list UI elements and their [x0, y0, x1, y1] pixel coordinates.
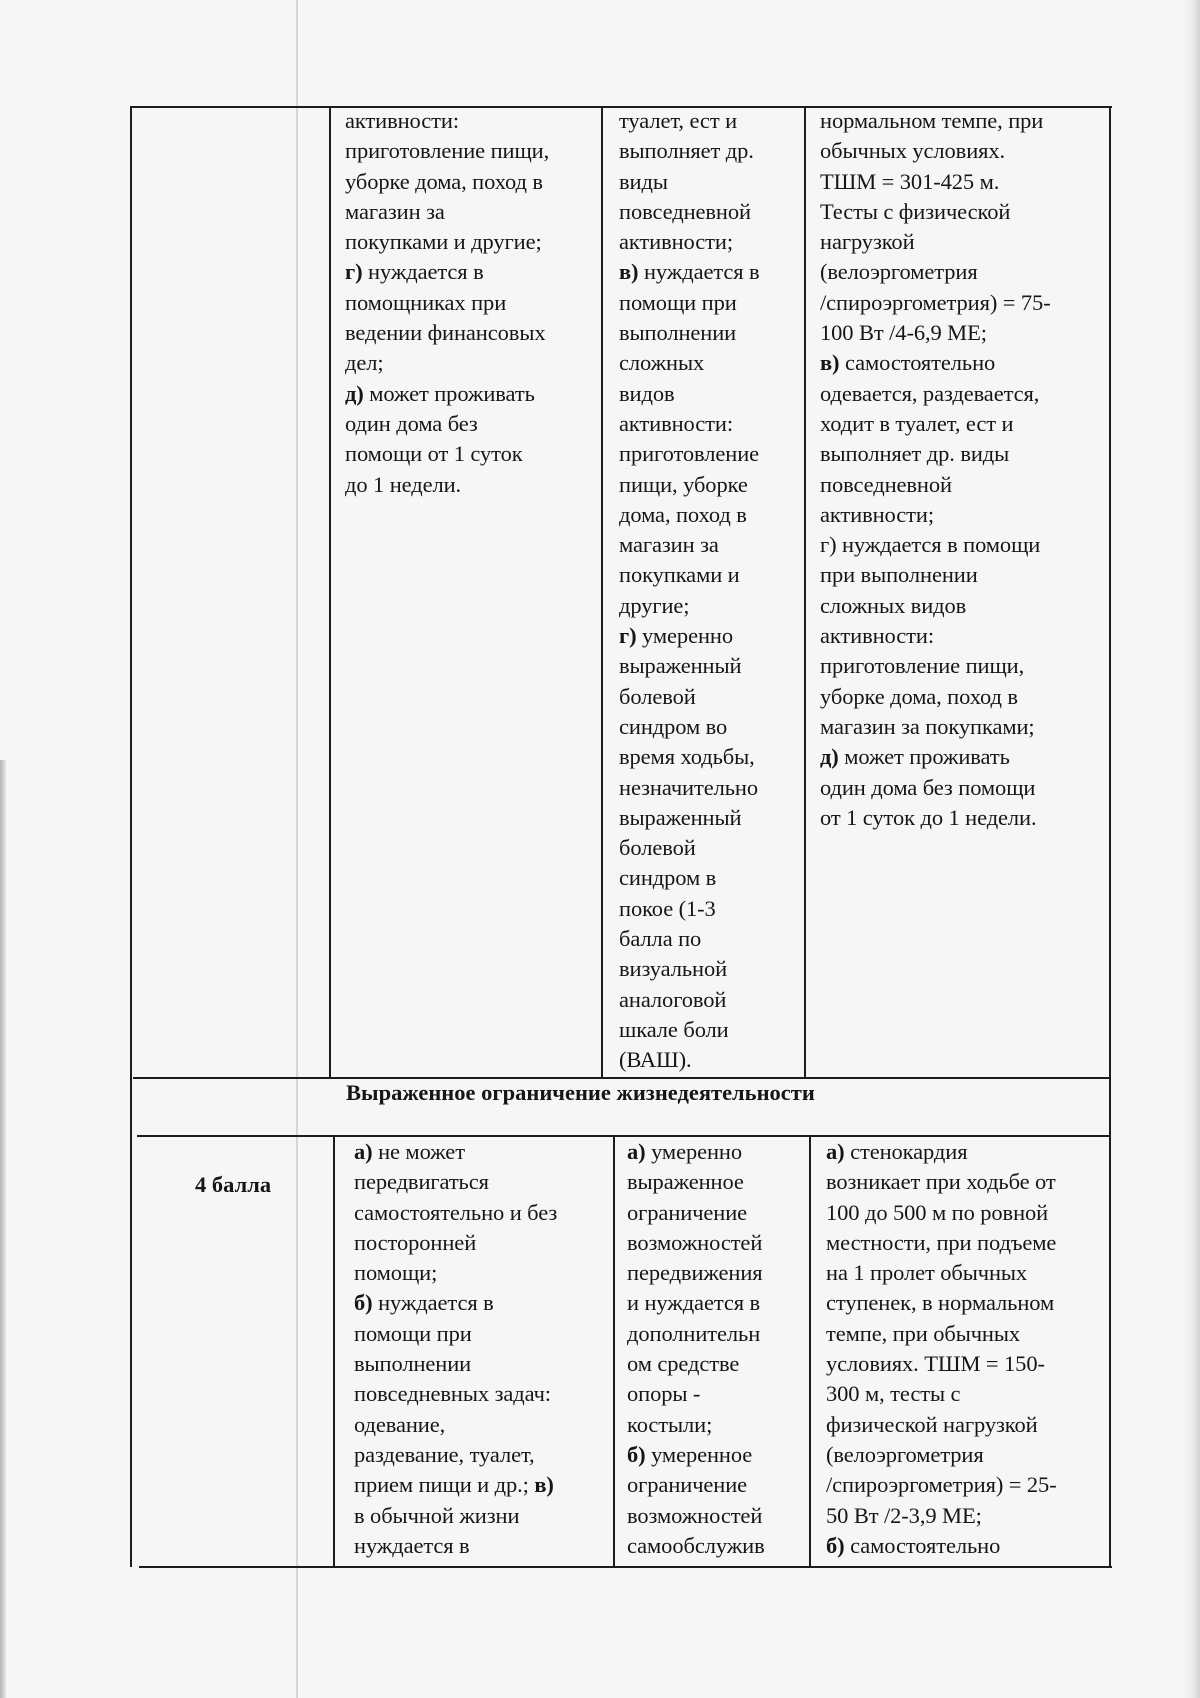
cell-line [345, 257, 549, 287]
line-text: магазин за покупками; [820, 713, 1035, 739]
item-marker: в) [820, 350, 840, 376]
cell-line [820, 288, 1051, 318]
line-text: балла по [619, 926, 702, 952]
cell-line [627, 1410, 765, 1440]
cell-line [345, 197, 549, 227]
cell-line [826, 1228, 1057, 1258]
line-text: ТШМ = 301-425 м. [820, 168, 1000, 194]
cell-line [619, 682, 760, 712]
cell-line [826, 1288, 1057, 1318]
cell-line [820, 742, 1051, 772]
line-text: одевается, раздевается, [820, 380, 1040, 406]
cell-line [820, 439, 1051, 469]
section1-col2-cell [345, 106, 549, 500]
cell-line [826, 1410, 1057, 1440]
cell-line [820, 136, 1051, 166]
cell-line [627, 1349, 765, 1379]
line-text: синдром во [619, 713, 728, 739]
line-text: /спироэргометрия) = 75- [820, 289, 1051, 315]
line-text: виды [619, 168, 668, 194]
cell-line [354, 1470, 557, 1500]
line-text: нагрузкой [820, 229, 915, 255]
line-text: умеренно [645, 1139, 743, 1164]
cell-line [619, 1015, 760, 1045]
line-text: 100 до 500 м по ровной [826, 1199, 1049, 1225]
line-text: дома, поход в [619, 501, 747, 527]
line-text: самостоятельно и без [354, 1199, 558, 1225]
cell-line [619, 954, 760, 984]
section1-col3-cell [619, 106, 760, 1076]
line-text: другие; [619, 592, 690, 618]
cell-line [354, 1198, 557, 1228]
cell-line [627, 1228, 765, 1258]
cell-line [820, 500, 1051, 530]
col-divider-3a [804, 106, 806, 1078]
cell-line [627, 1531, 765, 1561]
cell-line [627, 1501, 765, 1531]
cell-line [354, 1137, 557, 1167]
line-text: помощи при [354, 1320, 472, 1346]
cell-line [619, 106, 760, 136]
line-text: возможностей [627, 1229, 763, 1255]
line-text: от 1 суток до 1 недели. [820, 804, 1037, 830]
cell-line [820, 197, 1051, 227]
cell-line [627, 1319, 765, 1349]
cell-line [627, 1258, 765, 1288]
line-text: на 1 пролет обычных [826, 1260, 1028, 1286]
cell-line [826, 1319, 1057, 1349]
line-text: активности; [619, 229, 733, 255]
table-bottom-border [139, 1566, 1112, 1568]
section2-col2-cell [354, 1137, 557, 1561]
cell-line [619, 591, 760, 621]
cell-line [354, 1501, 557, 1531]
line-text: может проживать [838, 744, 1010, 770]
line-text: (ВАШ). [619, 1047, 692, 1073]
line-text: выраженный [619, 804, 742, 830]
cell-line [820, 712, 1051, 742]
item-marker: б) [826, 1532, 845, 1558]
cell-line [619, 500, 760, 530]
item-marker: в) [619, 259, 639, 285]
line-text: физической нагрузкой [826, 1411, 1038, 1437]
line-text: умеренно [636, 623, 733, 649]
item-marker: г) [345, 259, 363, 285]
item-marker: в) [534, 1472, 554, 1498]
cell-line [619, 318, 760, 348]
line-text: и нуждается в [627, 1290, 761, 1316]
line-text: сложных видов [820, 592, 967, 618]
cell-line [619, 136, 760, 166]
cell-line [627, 1137, 765, 1167]
score-label: 4 балла [195, 1172, 272, 1197]
cell-line [619, 651, 760, 681]
line-text: дополнительн [627, 1320, 761, 1346]
cell-line [619, 863, 760, 893]
cell-line [826, 1137, 1057, 1167]
line-text: приготовление пищи, [820, 653, 1025, 679]
cell-line [619, 197, 760, 227]
line-text: нуждается в [362, 259, 484, 285]
line-text: в обычной жизни [354, 1502, 520, 1528]
line-text: приготовление [619, 441, 760, 467]
cell-line [345, 409, 549, 439]
line-text: выполнении [619, 320, 737, 346]
line-text: не может [372, 1139, 465, 1164]
cell-line [619, 167, 760, 197]
line-text: умеренное [645, 1441, 753, 1467]
line-text: выраженное [627, 1169, 744, 1195]
line-text: магазин за [345, 198, 445, 224]
line-text: одевание, [354, 1411, 446, 1437]
line-text: дел; [345, 350, 384, 376]
line-text: при выполнении [820, 562, 978, 588]
line-text: ступенек, в нормальном [826, 1290, 1055, 1316]
cell-line [619, 803, 760, 833]
section2-col3-cell [627, 1137, 765, 1561]
cell-line [820, 106, 1051, 136]
line-text: передвигаться [354, 1169, 489, 1195]
line-text: помощи при [619, 289, 737, 315]
cell-line [619, 621, 760, 651]
line-text: возможностей [627, 1502, 763, 1528]
line-text: (велоэргометрия [820, 259, 978, 285]
line-text: нуждается в [354, 1532, 470, 1558]
line-text: болевой [619, 683, 696, 709]
cell-line [619, 439, 760, 469]
line-text: выполняет др. виды [820, 441, 1010, 467]
row-divider-1 [133, 1077, 1110, 1079]
col-divider-3b [809, 1135, 811, 1567]
line-text: местности, при подъеме [826, 1229, 1057, 1255]
cell-line [820, 803, 1051, 833]
line-text: повседневных задач: [354, 1381, 551, 1407]
cell-line [627, 1288, 765, 1318]
cell-line [619, 560, 760, 590]
table-left-border [130, 106, 132, 1567]
cell-line [354, 1531, 557, 1561]
line-text: покупками и [619, 562, 740, 588]
line-text: нормальном темпе, при [820, 108, 1044, 133]
line-text: болевой [619, 835, 696, 861]
cell-line [820, 227, 1051, 257]
line-text: опоры - [627, 1381, 701, 1407]
cell-line [354, 1319, 557, 1349]
item-marker: а) [627, 1139, 646, 1164]
section1-col4-cell [820, 106, 1051, 833]
cell-line [619, 773, 760, 803]
cell-line [820, 318, 1051, 348]
line-text: ограничение [627, 1472, 748, 1498]
line-text: уборке дома, поход в [345, 168, 543, 194]
cell-line [820, 409, 1051, 439]
cell-line [619, 227, 760, 257]
line-text: нуждается в [638, 259, 760, 285]
cell-line [820, 560, 1051, 590]
cell-line [619, 379, 760, 409]
line-text: /спироэргометрия) = 25- [826, 1472, 1057, 1498]
cell-line [354, 1288, 557, 1318]
line-text: покупками и другие; [345, 229, 542, 255]
cell-line [820, 651, 1051, 681]
line-text: костыли; [627, 1411, 713, 1437]
line-text: ом средстве [627, 1351, 740, 1377]
cell-line [619, 894, 760, 924]
line-text: Тесты с физической [820, 198, 1011, 224]
cell-line [619, 985, 760, 1015]
cell-line [627, 1379, 765, 1409]
section2-col4-cell [826, 1137, 1057, 1561]
line-text: аналоговой [619, 986, 727, 1012]
cell-line [820, 470, 1051, 500]
line-text: визуальной [619, 956, 728, 982]
cell-line [826, 1198, 1057, 1228]
line-text: один дома без помощи [820, 774, 1036, 800]
line-text: обычных условиях. [820, 138, 1006, 164]
cell-line [820, 621, 1051, 651]
item-marker: а) [354, 1139, 373, 1164]
item-marker: б) [354, 1290, 373, 1316]
line-text: выраженный [619, 653, 742, 679]
line-text: прием пищи и др.; [354, 1472, 535, 1498]
line-text: ведении финансовых [345, 320, 546, 346]
cell-line [345, 136, 549, 166]
line-text: уборке дома, поход в [820, 683, 1018, 709]
line-text: время ходьбы, [619, 744, 755, 770]
cell-line [820, 591, 1051, 621]
line-text: активности; [820, 501, 934, 527]
line-text: покое (1-3 [619, 895, 716, 921]
line-text: передвижения [627, 1260, 763, 1286]
line-text: может проживать [363, 380, 535, 406]
cell-line [354, 1379, 557, 1409]
cell-line [619, 924, 760, 954]
cell-line [619, 530, 760, 560]
col-divider-2a [601, 106, 603, 1078]
item-marker: д) [820, 744, 839, 770]
cell-line [820, 530, 1051, 560]
cell-line [619, 833, 760, 863]
cell-line [627, 1470, 765, 1500]
cell-line [354, 1349, 557, 1379]
line-text: самостоятельно [839, 350, 996, 376]
line-text: 100 Вт /4-6,9 МЕ; [820, 320, 987, 346]
cell-line [619, 348, 760, 378]
line-text: самостоятельно [844, 1532, 1001, 1558]
cell-line [820, 379, 1051, 409]
line-text: активности: [820, 623, 934, 649]
line-text: стенокардия [844, 1139, 968, 1164]
cell-line [354, 1167, 557, 1197]
line-text: помощниках при [345, 289, 507, 315]
cell-line [619, 1045, 760, 1075]
cell-line [820, 773, 1051, 803]
table-right-border [1109, 106, 1111, 1567]
cell-line [826, 1531, 1057, 1561]
cell-line [345, 167, 549, 197]
line-text: (велоэргометрия [826, 1441, 984, 1467]
line-text: 300 м, тесты с [826, 1381, 961, 1407]
item-marker: д) [345, 380, 364, 406]
cell-line [345, 439, 549, 469]
line-text: туалет, ест и [619, 108, 738, 133]
line-text: помощи от 1 суток [345, 441, 523, 467]
line-text: темпе, при обычных [826, 1320, 1021, 1346]
col-divider-1b [333, 1135, 335, 1567]
cell-line [354, 1410, 557, 1440]
line-text: шкале боли [619, 1016, 729, 1042]
item-marker: г) [619, 623, 637, 649]
cell-line [627, 1167, 765, 1197]
cell-line [826, 1440, 1057, 1470]
cell-line [820, 682, 1051, 712]
line-text: повседневной [619, 198, 751, 224]
cell-line [345, 288, 549, 318]
line-text: до 1 недели. [345, 471, 462, 497]
item-marker: а) [826, 1139, 845, 1164]
cell-line [345, 106, 549, 136]
cell-line [619, 712, 760, 742]
line-text: сложных [619, 350, 705, 376]
cell-line [354, 1258, 557, 1288]
cell-line [627, 1440, 765, 1470]
cell-line [345, 318, 549, 348]
line-text: ограничение [627, 1199, 748, 1225]
cell-line [820, 167, 1051, 197]
cell-line [627, 1198, 765, 1228]
cell-line [345, 348, 549, 378]
cell-line [820, 348, 1051, 378]
cell-line [619, 409, 760, 439]
line-text: приготовление пищи, [345, 138, 550, 164]
cell-line [826, 1379, 1057, 1409]
line-text: возникает при ходьбе от [826, 1169, 1056, 1195]
line-text: незначительно [619, 774, 758, 800]
line-text: повседневной [820, 471, 952, 497]
item-marker: б) [627, 1441, 646, 1467]
line-text: посторонней [354, 1229, 477, 1255]
line-text: пищи, уборке [619, 471, 748, 497]
section-header: Выраженное ограничение жизнедеятельности [346, 1080, 815, 1105]
line-text: ходит в туалет, ест и [820, 410, 1014, 436]
cell-line [619, 257, 760, 287]
cell-line [826, 1167, 1057, 1197]
line-text: активности: [345, 108, 459, 133]
cell-line [826, 1501, 1057, 1531]
col-divider-2b [613, 1135, 615, 1567]
line-text: г) нуждается в помощи [820, 532, 1041, 558]
line-text: условиях. ТШМ = 150- [826, 1351, 1045, 1377]
line-text: выполняет др. [619, 138, 754, 164]
cell-line [345, 379, 549, 409]
line-text: синдром в [619, 865, 717, 891]
cell-line [619, 288, 760, 318]
line-text: помощи; [354, 1260, 438, 1286]
cell-line [345, 470, 549, 500]
line-text: раздевание, туалет, [354, 1441, 535, 1467]
line-text: видов [619, 380, 675, 406]
line-text: нуждается в [372, 1290, 494, 1316]
line-text: выполнении [354, 1351, 472, 1377]
cell-line [826, 1349, 1057, 1379]
line-text: магазин за [619, 532, 719, 558]
cell-line [354, 1440, 557, 1470]
cell-line [619, 470, 760, 500]
cell-line [345, 227, 549, 257]
cell-line [826, 1258, 1057, 1288]
line-text: активности: [619, 410, 733, 436]
col-divider-1a [329, 106, 331, 1078]
cell-line [826, 1470, 1057, 1500]
line-text: 50 Вт /2-3,9 МЕ; [826, 1502, 982, 1528]
line-text: самообслужив [627, 1532, 765, 1558]
cell-line [820, 257, 1051, 287]
cell-line [619, 742, 760, 772]
cell-line [354, 1228, 557, 1258]
line-text: один дома без [345, 410, 478, 436]
